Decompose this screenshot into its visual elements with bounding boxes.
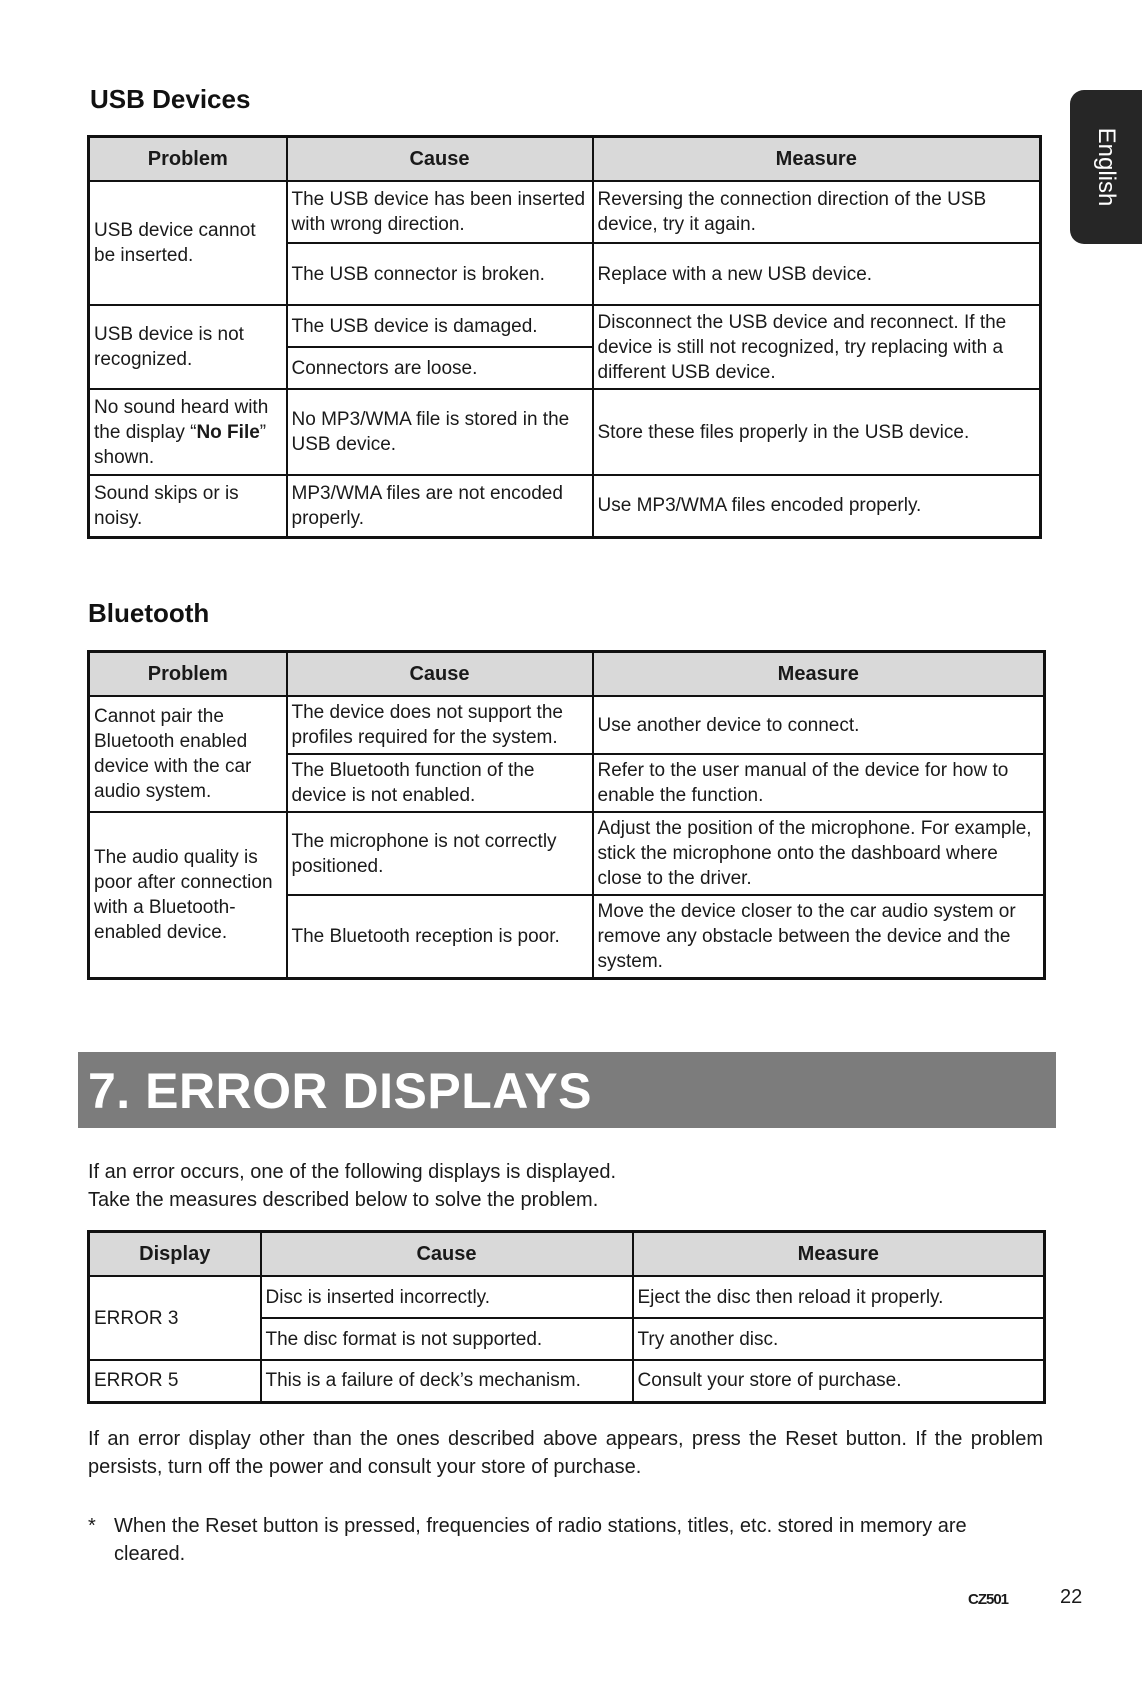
bt-r1a-measure: Use another device to connect. <box>593 696 1045 754</box>
usb-table <box>87 135 1042 539</box>
error-displays-title: 7. ERROR DISPLAYS <box>88 1063 593 1119</box>
error-displays-banner <box>78 1052 1056 1128</box>
bt-r2a-cause: The microphone is not correctly positioned. <box>287 812 593 895</box>
bt-r2-problem: The audio quality is poor after connection with a Bluetooth-enabled device. <box>89 812 287 979</box>
err-header-cause: Cause <box>261 1232 633 1277</box>
usb-r2-problem: USB device is not recognized. <box>89 305 287 389</box>
bt-r2b-measure: Move the device closer to the car audio system or remove any obstacle between the device and the system. <box>593 895 1045 979</box>
usb-header-problem: Problem <box>89 137 287 182</box>
language-tab <box>1070 90 1142 244</box>
error-note: If an error display other than the ones described above appears, press the Reset button. If the problem persists, turn off the power and consult your store of purchase. <box>88 1428 1043 1478</box>
usb-r1-problem: USB device cannot be inserted. <box>89 181 287 305</box>
err3a-cause: Disc is inserted incorrectly. <box>261 1276 633 1318</box>
err-header-measure: Measure <box>633 1232 1045 1277</box>
bt-r2a-measure: Adjust the position of the microphone. For example, stick the microphone onto the dashboard where close to the driver. <box>593 812 1045 895</box>
footer-model: CZ501 <box>968 1591 1009 1608</box>
page-number: 22 <box>1060 1586 1083 1608</box>
error-intro-1: If an error occurs, one of the following displays is displayed. <box>88 1161 617 1183</box>
bt-header-cause: Cause <box>287 652 593 697</box>
bt-r1a-cause: The device does not support the profiles required for the system. <box>287 696 593 754</box>
err3b-cause: The disc format is not supported. <box>261 1318 633 1360</box>
usb-header-cause: Cause <box>287 137 593 182</box>
usb-r1b-measure: Replace with a new USB device. <box>593 243 1041 305</box>
usb-r1a-cause: The USB device has been inserted with wrong direction. <box>287 181 593 243</box>
footnote-text: When the Reset button is pressed, frequencies of radio stations, titles, etc. stored in memory are cleared. <box>114 1515 967 1565</box>
usb-r3-measure: Store these files properly in the USB device. <box>593 389 1041 475</box>
usb-r2-measure: Disconnect the USB device and reconnect. If the device is still not recognized, try replacing with a different USB device. <box>593 305 1041 389</box>
usb-r4-cause: MP3/WMA files are not encoded properly. <box>287 475 593 537</box>
err3a-measure: Eject the disc then reload it properly. <box>633 1276 1045 1318</box>
footnote-mark: * <box>88 1515 96 1537</box>
err5-cause: This is a failure of deck’s mechanism. <box>261 1360 633 1402</box>
bt-header-measure: Measure <box>593 652 1045 697</box>
usb-r2b-cause: Connectors are loose. <box>287 347 593 389</box>
usb-r4-problem: Sound skips or is noisy. <box>89 475 287 537</box>
usb-r1a-measure: Reversing the connection direction of the USB device, try it again. <box>593 181 1041 243</box>
usb-r1b-cause: The USB connector is broken. <box>287 243 593 305</box>
usb-r3-problem: No sound heard with the display “No File” shown. <box>89 389 287 475</box>
usb-r2a-cause: The USB device is damaged. <box>287 305 593 347</box>
err3-display: ERROR 3 <box>89 1276 261 1360</box>
bt-r1-problem: Cannot pair the Bluetooth enabled device with the car audio system. <box>89 696 287 812</box>
bluetooth-heading: Bluetooth <box>88 598 210 628</box>
error-intro-2: Take the measures described below to solve the problem. <box>88 1189 599 1211</box>
bluetooth-table <box>87 650 1046 980</box>
bt-r2b-cause: The Bluetooth reception is poor. <box>287 895 593 979</box>
bt-r1b-measure: Refer to the user manual of the device for how to enable the function. <box>593 754 1045 812</box>
bt-r1b-cause: The Bluetooth function of the device is not enabled. <box>287 754 593 812</box>
err5-display: ERROR 5 <box>89 1360 261 1402</box>
err-header-display: Display <box>89 1232 261 1277</box>
usb-header-measure: Measure <box>593 137 1041 182</box>
error-table <box>87 1230 1046 1404</box>
err5-measure: Consult your store of purchase. <box>633 1360 1045 1402</box>
bt-header-problem: Problem <box>89 652 287 697</box>
language-tab-label: English <box>1093 127 1120 207</box>
usb-heading: USB Devices <box>90 84 251 114</box>
err3b-measure: Try another disc. <box>633 1318 1045 1360</box>
usb-r4-measure: Use MP3/WMA files encoded properly. <box>593 475 1041 537</box>
usb-r3-cause: No MP3/WMA file is stored in the USB device. <box>287 389 593 475</box>
